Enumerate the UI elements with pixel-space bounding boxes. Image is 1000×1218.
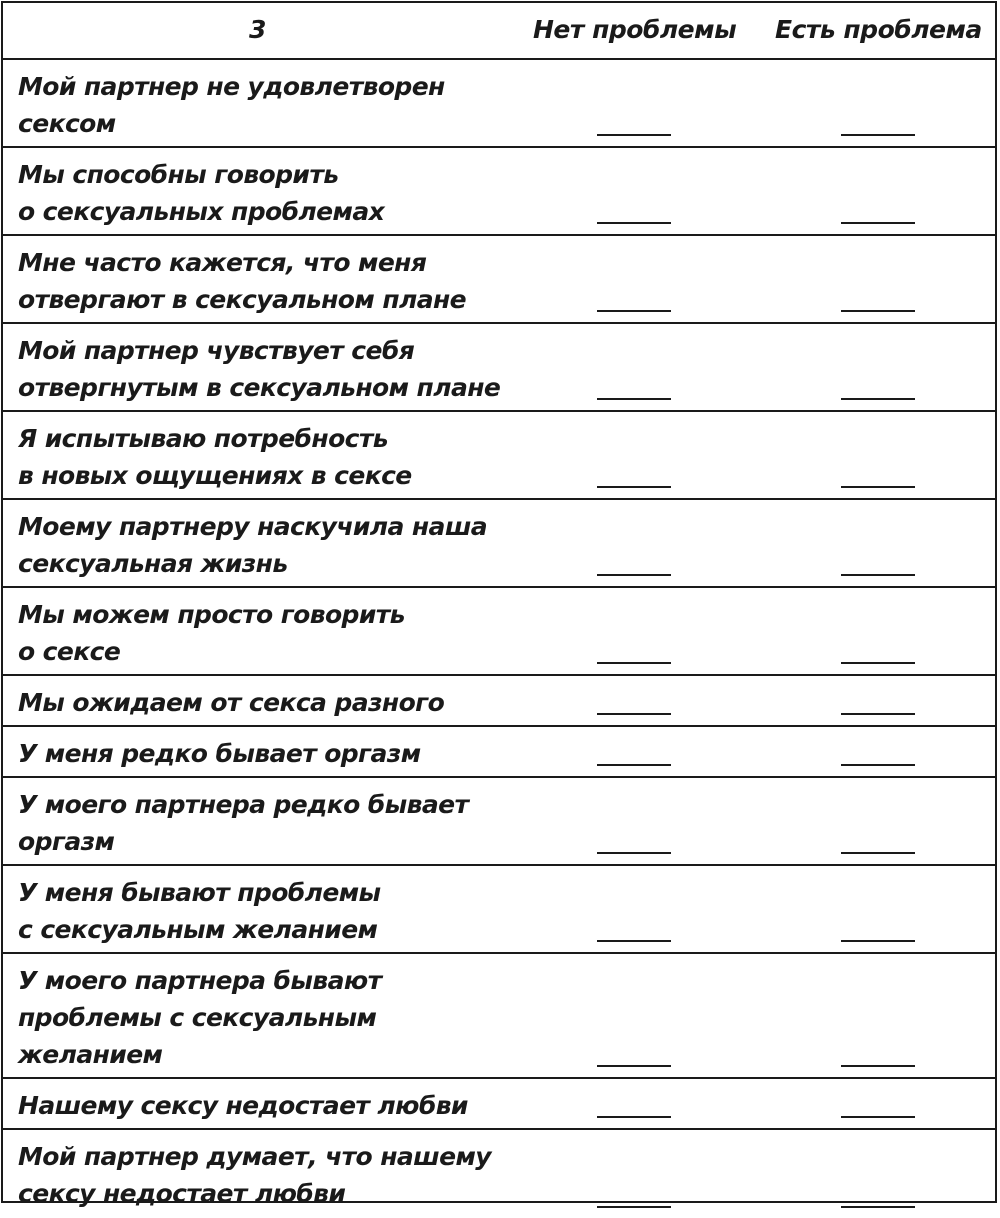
answer-blank-no-problem[interactable] (597, 764, 671, 766)
section-number: 3 (249, 15, 266, 44)
column-header-problem: Есть проблема (775, 15, 982, 44)
table-row (3, 1130, 995, 1218)
statement-text: Мы ожидаем от секса разного (18, 688, 445, 717)
answer-blank-no-problem[interactable] (597, 1206, 671, 1208)
table-row (3, 412, 995, 500)
answer-blank-no-problem[interactable] (597, 310, 671, 312)
answer-blank-no-problem[interactable] (597, 574, 671, 576)
statement-text: Мне часто кажется, что меня отвергают в сексуальном плане (18, 248, 467, 314)
table-row (3, 500, 995, 588)
answer-blank-problem[interactable] (841, 713, 915, 715)
table-row (3, 1079, 995, 1130)
statement-text: Мой партнер не удовлетворен сексом (18, 72, 445, 138)
answer-blank-problem[interactable] (841, 1206, 915, 1208)
statement-text: У моего партнера бывают проблемы с сексуальным желанием (18, 966, 382, 1069)
table-row (3, 324, 995, 412)
table-row (3, 954, 995, 1079)
answer-blank-no-problem[interactable] (597, 713, 671, 715)
answer-blank-problem[interactable] (841, 398, 915, 400)
answer-blank-problem[interactable] (841, 764, 915, 766)
statement-text: Мы способны говорить о сексуальных проблемах (18, 160, 385, 226)
answer-blank-problem[interactable] (841, 574, 915, 576)
answer-blank-problem[interactable] (841, 310, 915, 312)
answer-blank-problem[interactable] (841, 940, 915, 942)
statement-text: У меня редко бывает оргазм (18, 739, 421, 768)
answer-blank-no-problem[interactable] (597, 662, 671, 664)
answer-blank-problem[interactable] (841, 222, 915, 224)
answer-blank-no-problem[interactable] (597, 852, 671, 854)
answer-blank-problem[interactable] (841, 134, 915, 136)
answer-blank-no-problem[interactable] (597, 222, 671, 224)
table-row (3, 676, 995, 727)
answer-blank-no-problem[interactable] (597, 398, 671, 400)
table-row (3, 866, 995, 954)
statement-text: Моему партнеру наскучила наша сексуальная жизнь (18, 512, 488, 578)
table-row (3, 60, 995, 148)
table-row (3, 727, 995, 778)
column-header-no-problem: Нет проблемы (533, 15, 737, 44)
statement-text: У меня бывают проблемы с сексуальным желанием (18, 878, 381, 944)
answer-blank-problem[interactable] (841, 852, 915, 854)
table-row (3, 588, 995, 676)
statement-text: Я испытываю потребность в новых ощущениях в сексе (18, 424, 412, 490)
answer-blank-problem[interactable] (841, 486, 915, 488)
questionnaire-table (1, 1, 997, 1208)
answer-blank-problem[interactable] (841, 1116, 915, 1118)
answer-blank-no-problem[interactable] (597, 134, 671, 136)
statement-text: У моего партнера редко бывает оргазм (18, 790, 469, 856)
table-row (3, 778, 995, 866)
statement-text: Мы можем просто говорить о сексе (18, 600, 405, 666)
answer-blank-no-problem[interactable] (597, 1116, 671, 1118)
answer-blank-problem[interactable] (841, 662, 915, 664)
table-header (3, 3, 995, 60)
statement-text: Мой партнер чувствует себя отвергнутым в сексуальном плане (18, 336, 501, 402)
statement-text: Мой партнер думает, что нашему сексу недостает любви (18, 1142, 491, 1208)
answer-blank-no-problem[interactable] (597, 940, 671, 942)
table-row (3, 236, 995, 324)
answer-blank-problem[interactable] (841, 1065, 915, 1067)
table-row (3, 148, 995, 236)
answer-blank-no-problem[interactable] (597, 1065, 671, 1067)
answer-blank-no-problem[interactable] (597, 486, 671, 488)
statement-text: Нашему сексу недостает любви (18, 1091, 468, 1120)
